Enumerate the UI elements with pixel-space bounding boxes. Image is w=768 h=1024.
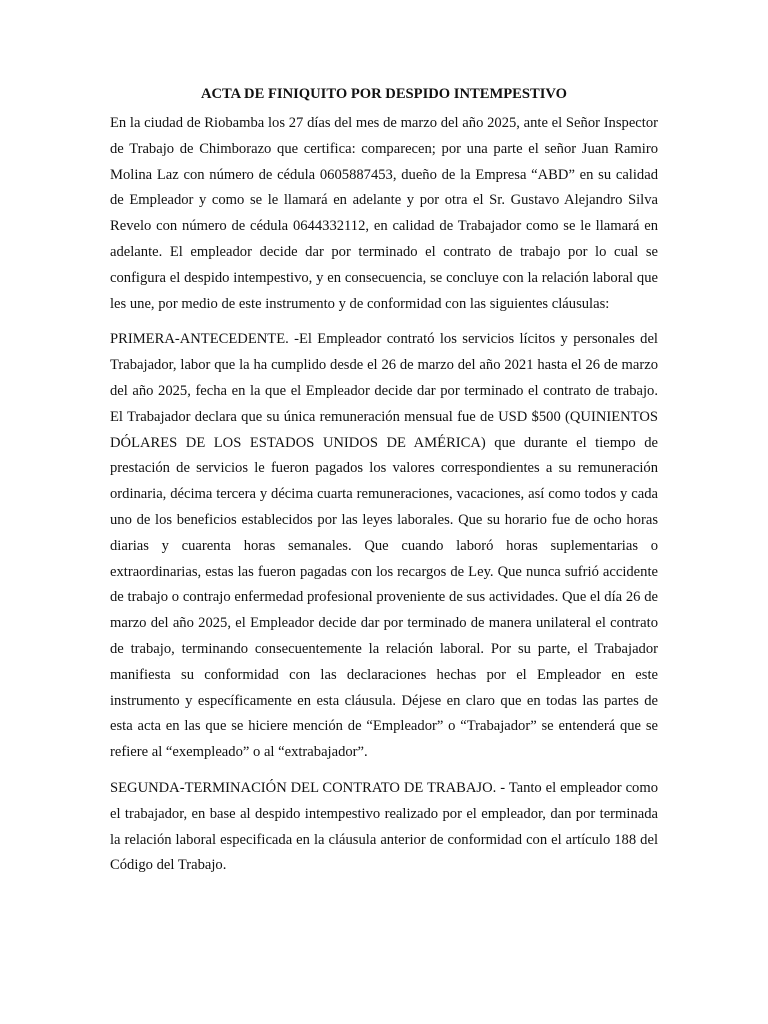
paragraph-intro: En la ciudad de Riobamba los 27 días del mes de marzo del año 2025, ante el Señor Inspector de Trabajo de Chimborazo que certifica: comparecen; por una parte el señor Juan Ramiro Molina Laz con número de cédula 0605887453, dueño de la Empresa “ABD” en su calidad de Empleador y como se le llamará en adelante y por otra el Sr. Gustavo Alejandro Silva Revelo con número de cédula 0644332112, en calidad de Trabajador como se le llamará en adelante. El empleador decide dar por terminado el contrato de trabajo por lo cual se configura el despido intempestivo, y en consecuencia, se concluye con la relación laboral que les une, por medio de este instrumento y de conformidad con las siguientes cláusulas:: [110, 115, 658, 312]
paragraph-segunda-terminacion: SEGUNDA-TERMINACIÓN DEL CONTRATO DE TRABAJO. - Tanto el empleador como el trabajador, en base al despido intempestivo realizado por el empleador, dan por terminada la relación laboral especificada en la cláusula anterior de conformidad con el artículo 188 del Código del Trabajo.: [110, 779, 658, 874]
document-page: [110, 80, 658, 889]
document-title: ACTA DE FINIQUITO POR DESPIDO INTEMPESTIVO: [200, 86, 568, 102]
paragraph-primera-antecedente: PRIMERA-ANTECEDENTE. -El Empleador contrató los servicios lícitos y personales del Trabajador, labor que la ha cumplido desde el 26 de marzo del año 2021 hasta el 26 de marzo del año 2025, fecha en la que el Empleador decide dar por terminado el contrato de trabajo. El Trabajador declara que su única remuneración mensual fue de USD $500 (QUINIENTOS DÓLARES DE LOS ESTADOS UNIDOS DE AMÉRICA) que durante el tiempo de prestación de servicios le fueron pagados los valores correspondientes a su remuneración ordinaria, décima tercera y décima cuarta remuneraciones, vacaciones, así como todos y cada uno de los beneficios establecidos por las leyes laborales. Que su horario fue de ocho horas diarias y cuarenta horas semanales. Que cuando laboró horas suplementarias o extraordinarias, estas las fueron pagadas con los recargos de Ley. Que nunca sufrió accidente de trabajo o contrajo enfermedad profesional proveniente de sus actividades. Que el día 26 de marzo del año 2025, el Empleador decide dar por terminado de manera unilateral el contrato de trabajo, terminando consecuentemente la relación laboral. Por su parte, el Trabajador manifiesta su conformidad con las declaraciones hechas por el Empleador en este instrumento y específicamente en esta cláusula. Déjese en claro que en todas las partes de esta acta en las que se hiciere mención de “Empleador” o “Trabajador” se entenderá que se refiere al “exempleado” o al “extrabajador”.: [110, 331, 658, 761]
